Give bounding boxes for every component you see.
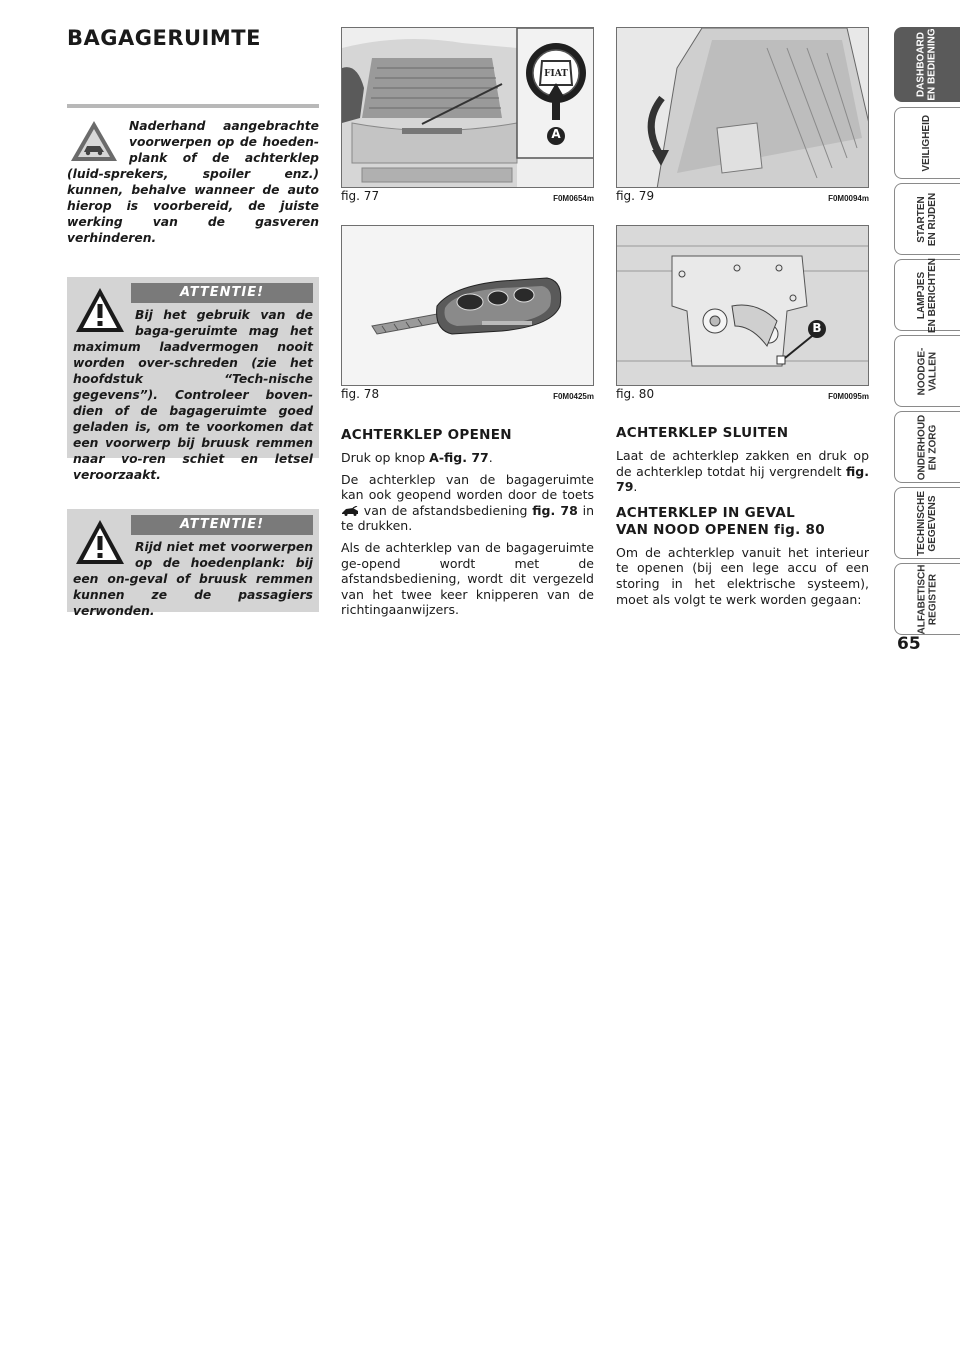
- paragraph: [341, 472, 594, 534]
- figure-reference: fig. 78: [532, 502, 578, 518]
- trunk-key-icon: [341, 506, 359, 516]
- figure-label: fig. 80: [616, 387, 655, 401]
- figure-80: [616, 225, 869, 401]
- callout-b: B: [812, 321, 822, 335]
- section-heading: [616, 505, 869, 539]
- section-open-tailgate: [341, 427, 594, 624]
- paragraph: Als de achterklep van de bagageruimte ge-opend wordt met de afstandsbediening, wordt dit vergezeld van het twee keer knipperen van de richtingaanwijzers.: [341, 539, 594, 618]
- page-number: 65: [897, 634, 921, 654]
- paragraph: [616, 448, 869, 495]
- attention-box-load: [67, 277, 319, 482]
- tab-technische[interactable]: [894, 487, 960, 559]
- tab-label: ONDERHOUD EN ZORG: [916, 414, 938, 480]
- callout-a: A: [551, 127, 561, 141]
- text-run: Druk op knop: [341, 450, 430, 465]
- tab-veiligheid[interactable]: [894, 107, 960, 179]
- fiat-badge-label: FIAT: [544, 69, 568, 79]
- tab-label: DASHBOARD EN BEDIENING: [916, 28, 938, 101]
- tab-label: STARTEN EN RIJDEN: [915, 192, 938, 246]
- tab-onderhoud[interactable]: [894, 411, 960, 483]
- attention-banner: ATTENTIE!: [131, 283, 313, 303]
- page-title: BAGAGERUIMTE: [67, 26, 261, 50]
- tab-alfabetisch[interactable]: [894, 563, 960, 635]
- figure-78-image: [341, 225, 594, 386]
- attention-banner: ATTENTIE!: [131, 515, 313, 535]
- figure-reference: A-fig. 77: [429, 450, 489, 465]
- figure-reference: fig. 79: [616, 463, 869, 495]
- figure-code: F0M0094m: [828, 194, 869, 203]
- figure-code: F0M0095m: [828, 392, 869, 401]
- text-run: .: [633, 479, 638, 495]
- tab-label: LAMPJES EN BERICHTEN: [916, 257, 938, 333]
- tab-label: TECHNISCHE GEGEVENS: [916, 490, 938, 556]
- tab-dashboard[interactable]: [894, 27, 960, 102]
- attention-text: Rijd niet met voorwerpen op de hoedenplank: bij een on-geval of bruusk remmen kunnen ze de passagiers verwonden.: [73, 540, 313, 618]
- tab-label: VEILIGHEID: [921, 114, 933, 172]
- attention-text: Bij het gebruik van de baga-geruimte mag het maximum laadvermogen nooit worden over-schreden (zie het hoofdstuk “Tech-nische gegevens”). Controleer boven-dien of de bagageruimte goed geladen is, om te voorkomen dat een voorwerp bij bruusk remmen naar vo-ren schiet en letsel veroorzaakt.: [73, 308, 313, 482]
- notice-divider: [67, 104, 319, 108]
- tab-label: NOODGE- VALLEN: [916, 347, 938, 395]
- text-run: in te drukken.: [341, 502, 594, 534]
- tab-lampjes[interactable]: [894, 259, 960, 331]
- notice-gas-springs: [67, 104, 319, 246]
- notice-text: Naderhand aangebrachte voorwerpen op de hoeden-plank of de achterklep (luid-sprekers, spoiler enz.) kunnen, behalve wanneer de auto hierop is voorbereid, de juiste werking van de gasveren verhinderen.: [67, 119, 319, 245]
- figure-label: fig. 79: [616, 189, 655, 203]
- figure-79-image: [616, 27, 869, 188]
- text-run: .: [488, 450, 493, 465]
- figure-label: fig. 77: [341, 189, 380, 203]
- figure-78: [341, 225, 594, 401]
- tab-noodgevallen[interactable]: [894, 335, 960, 407]
- heading-line: ACHTERKLEP IN GEVAL: [616, 504, 795, 521]
- text-run: van de afstandsbediening: [359, 502, 533, 518]
- figure-77: [341, 27, 594, 203]
- warning-triangle-icon: [73, 517, 127, 567]
- paragraph: [341, 450, 594, 466]
- section-heading: ACHTERKLEP SLUITEN: [616, 425, 789, 441]
- section-heading: ACHTERKLEP OPENEN: [341, 427, 512, 443]
- figure-code: F0M0654m: [553, 194, 594, 203]
- text-run: Laat de achterklep zakken en druk op de achterklep totdat hij vergrendelt: [616, 448, 869, 479]
- figure-77-image: [341, 27, 594, 188]
- figure-code: F0M0425m: [553, 392, 594, 401]
- figure-79: [616, 27, 869, 203]
- tab-label: ALFABETISCH REGISTER: [916, 564, 938, 634]
- warning-triangle-icon: [73, 285, 127, 335]
- paragraph: Om de achterklep vanuit het interieur te openen (bij een lege accu of een storing in het elektrische systeem), moet als volgt te werk worden gegaan:: [616, 544, 869, 607]
- tab-starten[interactable]: [894, 183, 960, 255]
- section-close-tailgate: [616, 425, 869, 613]
- heading-line: VAN NOOD OPENEN: [616, 521, 770, 538]
- figure-label: fig. 78: [341, 387, 380, 401]
- warning-car-icon: [67, 118, 121, 164]
- attention-box-hatshelf: [67, 509, 319, 618]
- figure-reference: fig. 80: [769, 521, 825, 538]
- figure-80-image: [616, 225, 869, 386]
- text-run: De achterklep van de bagageruimte kan ook geopend worden door de toets: [341, 471, 594, 503]
